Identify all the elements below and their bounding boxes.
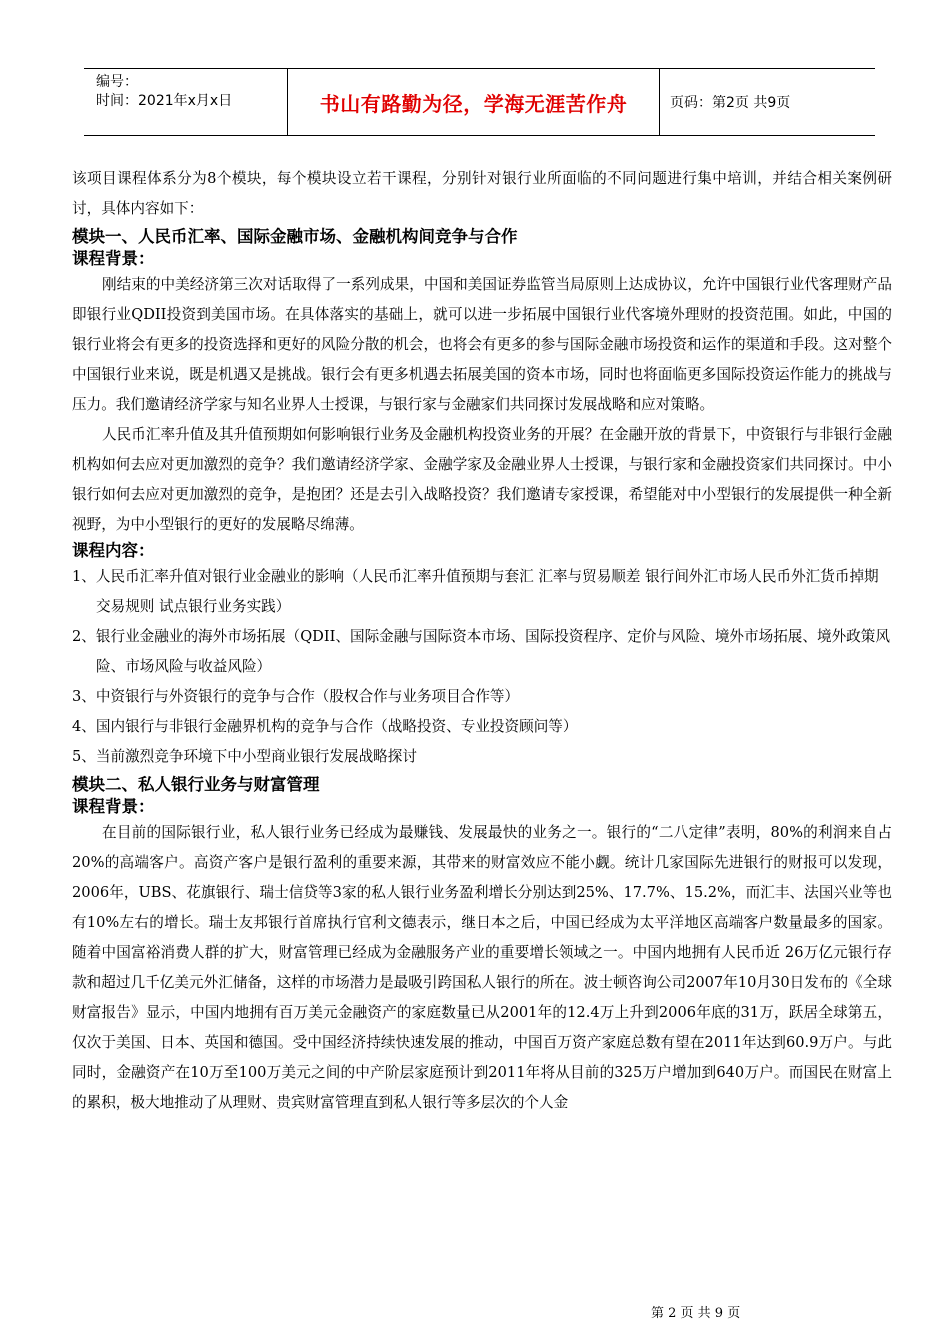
module1-background-heading: 课程背景： — [72, 249, 155, 268]
header-motto-cell — [287, 69, 660, 135]
list-item: 4、国内银行与非银行金融界机构的竞争与合作（战略投资、专业投资顾问等） — [72, 718, 578, 735]
list-item: 3、中资银行与外资银行的竞争与合作（股权合作与业务项目合作等） — [72, 688, 520, 705]
list-item: 5、当前激烈竞争环境下中小型商业银行发展战略探讨 — [72, 748, 417, 765]
header-motto: 书山有路勤为径，学海无涯苦作舟 — [319, 91, 628, 116]
document-time-label: 时间：2021年x月x日 — [96, 93, 233, 109]
module1-background-paragraph-2: 人民币汇率升值及其升值预期如何影响银行业务及金融机构投资业务的开展？在金融开放的背景下，中资银行与非银行金融机构如何去应对更加激烈的竞争？我们邀请经济学家、金融学家及金融业界人士授课，与银行家和金融投资家们共同探讨。中小银行如何去应对更加激烈的竞争，是抱团？还是去引入战略投资？我们邀请专家授课，希望能对中小型银行的发展提供一种全新视野，为中小型银行的更好的发展略尽绵薄。 — [72, 426, 892, 533]
module1-content-list — [72, 562, 892, 772]
module2-background-heading: 课程背景： — [72, 797, 155, 816]
list-item: 2、银行业金融业的海外市场拓展（QDII、国际金融与国际资本市场、国际投资程序、定价与风险、境外市场拓展、境外政策风险、市场风险与收益风险） — [72, 628, 890, 675]
document-number-label: 编号： — [96, 74, 138, 90]
header-page-info: 页码：第2页 共9页 — [670, 95, 791, 111]
header-page-cell — [660, 69, 875, 135]
document-body — [72, 164, 892, 1118]
header-meta-cell — [84, 69, 287, 135]
header-table — [84, 68, 875, 136]
intro-paragraph: 该项目课程体系分为8个模块，每个模块设立若干课程，分别针对银行业所面临的不同问题进行集中培训，并结合相关案例研讨，具体内容如下： — [72, 170, 892, 217]
module1-background-paragraph-1: 刚结束的中美经济第三次对话取得了一系列成果，中国和美国证券监管当局原则上达成协议，允许中国银行业代客理财产品即银行业QDII投资到美国市场。在具体落实的基础上，就可以进一步拓展中国银行业代客境外理财的投资范围。如此，中国的银行业将会有更多的投资选择和更好的风险分散的机会，也将会有更多的参与国际金融市场投资和运作的渠道和手段。这对整个中国银行业来说，既是机遇又是挑战。银行会有更多机遇去拓展美国的资本市场，同时也将面临更多国际投资运作能力的挑战与压力。我们邀请经济学家与知名业界人士授课，与银行家与金融家们共同探讨发展战略和应对策略。 — [72, 276, 892, 413]
module1-title: 模块一、人民币汇率、国际金融市场、金融机构间竞争与合作 — [72, 227, 518, 246]
module1-content-heading: 课程内容： — [72, 541, 155, 560]
module2-title: 模块二、私人银行业务与财富管理 — [72, 775, 320, 794]
module2-background-paragraph: 在目前的国际银行业，私人银行业务已经成为最赚钱、发展最快的业务之一。银行的“二八定律”表明，80%的利润来自占20%的高端客户。高资产客户是银行盈利的重要来源，其带来的财富效应不能小觑。统计几家国际先进银行的财报可以发现，2006年，UBS、花旗银行、瑞士信贷等3家的私人银行业务盈利增长分别达到25%、17.7%、15.2%，而汇丰、法国兴业等也有10%左右的增长。瑞士友邦银行首席执行官利文德表示，继日本之后，中国已经成为太平洋地区高端客户数量最多的国家。随着中国富裕消费人群的扩大，财富管理已经成为金融服务产业的重要增长领域之一。中国内地拥有人民币近 26万亿元银行存款和超过几千亿美元外汇储备，这样的市场潜力是最吸引跨国私人银行的所在。波士顿咨询公司2007年10月30日发布的《全球财富报告》显示，中国内地拥有百万美元金融资产的家庭数量已从2001年的12.4万上升到2006年底的31万，跃居全球第五，仅次于美国、日本、英国和德国。受中国经济持续快速发展的推动，中国百万资产家庭总数有望在2011年达到60.9万户。与此同时，金融资产在10万至100万美元之间的中产阶层家庭预计到2011年将从目前的325万户增加到640万户。而国民在财富上的累积，极大地推动了从理财、贵宾财富管理直到私人银行等多层次的个人金 — [72, 824, 892, 1111]
list-item: 1、人民币汇率升值对银行业金融业的影响（人民币汇率升值预期与套汇 汇率与贸易顺差 银行间外汇市场人民币外汇货币掉期交易规则 试点银行业务实践） — [72, 568, 879, 615]
page-footer: 第 2 页 共 9 页 — [651, 1306, 741, 1321]
